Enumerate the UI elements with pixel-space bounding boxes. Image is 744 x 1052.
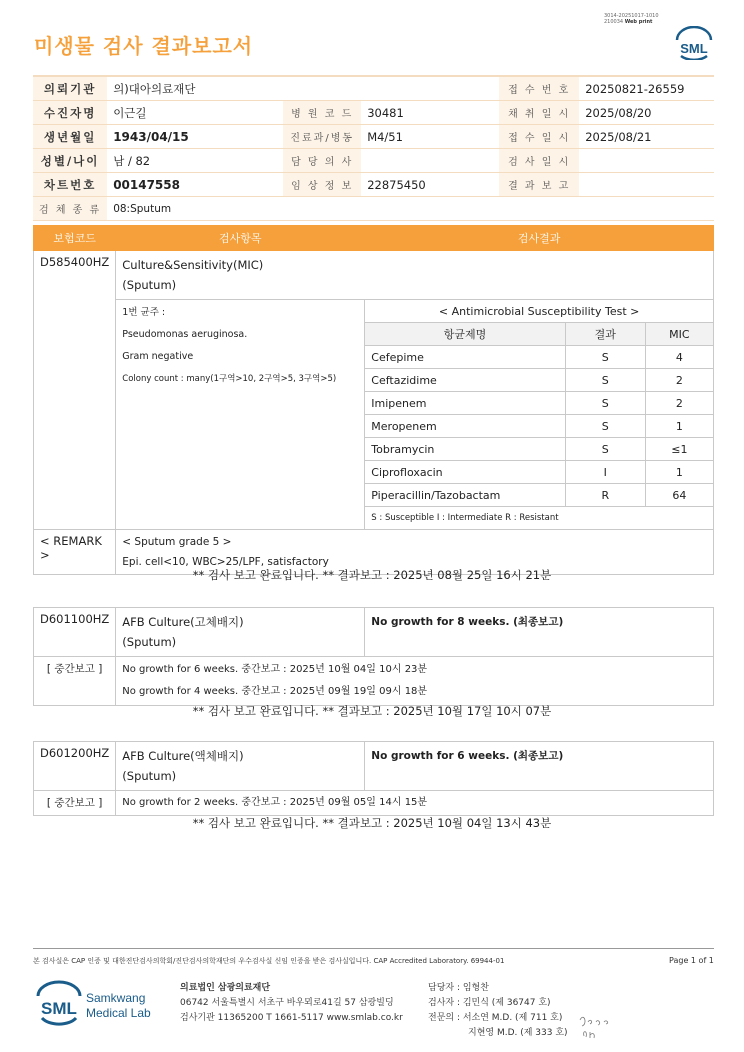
- label-patient-name: 수진자명: [33, 101, 107, 125]
- afb-solid-result: No growth for 8 weeks. (최종보고): [365, 608, 714, 657]
- mic-value: 64: [645, 484, 713, 507]
- samkwang-logo: [36, 980, 154, 1026]
- ast-row: [365, 346, 713, 369]
- ast-header-antibiotic: 항균제명: [365, 323, 565, 346]
- afb-liquid-table: [33, 741, 714, 816]
- afb-liquid-interim-label: [ 중간보고 ]: [34, 791, 116, 816]
- header-test-item: 검사항목: [116, 226, 365, 251]
- cert-notice: 본 검사실은 CAP 인증 및 대한진단검사의학회/진단검사의학재단의 우수검사실 신임 인증을 받은 검사실입니다. CAP Accredited Laboratory. 69944-01: [33, 957, 505, 965]
- svg-text:SML: SML: [680, 41, 708, 56]
- staff-manager: 담당자 : 임형찬: [428, 983, 489, 993]
- value-patient-name: 이근길: [107, 101, 283, 125]
- culture-result-table: [33, 225, 714, 575]
- patient-info-table: [33, 75, 714, 221]
- value-chart-no: 00147558: [107, 173, 283, 197]
- organism-label: 1번 균주 :: [122, 307, 166, 318]
- svg-text:Samkwang: Samkwang: [86, 991, 146, 1005]
- afb-solid-table: [33, 607, 714, 706]
- label-sex-age: 성별/나이: [33, 149, 107, 173]
- test-specimen: (Sputum): [122, 278, 177, 292]
- test-code: D585400HZ: [34, 251, 116, 530]
- label-requester: 의뢰기관: [33, 76, 107, 101]
- label-receipt-date: 접 수 일 시: [499, 125, 579, 149]
- staff-tester: 검사자 : 김민식 (제 36747 호): [428, 998, 551, 1008]
- mic-value: 4: [645, 346, 713, 369]
- footer-divider: [33, 948, 714, 949]
- label-physician: 담 당 의 사: [283, 149, 361, 173]
- report-title: 미생물 검사 결과보고서: [34, 34, 254, 58]
- ast-legend: S : Susceptible I : Intermediate R : Resistant: [365, 507, 713, 530]
- value-test-date: [579, 149, 714, 173]
- ast-title: < Antimicrobial Susceptibility Test >: [365, 300, 713, 323]
- label-clinical-info: 임 상 정 보: [283, 173, 361, 197]
- afb-solid-specimen: (Sputum): [122, 635, 177, 649]
- afb-solid-interim-label: [ 중간보고 ]: [34, 657, 116, 706]
- mic-value: ≤1: [645, 438, 713, 461]
- ast-header-result: 결과: [565, 323, 645, 346]
- staff-specialist-1: 전문의 : 서소연 M.D. (제 711 호): [428, 1013, 563, 1023]
- susceptibility: I: [565, 461, 645, 484]
- value-result-report: [579, 173, 714, 197]
- organism-name: Pseudomonas aeruginosa.: [122, 329, 248, 340]
- value-clinical-info: 22875450: [361, 173, 499, 197]
- susceptibility: S: [565, 415, 645, 438]
- antibiotic-name: Tobramycin: [365, 438, 565, 461]
- susceptibility: S: [565, 392, 645, 415]
- ast-row: [365, 415, 713, 438]
- lab-contact: 검사기관 11365200 T 1661-5117 www.smlab.co.kr: [180, 1013, 403, 1023]
- antibiotic-name: Meropenem: [365, 415, 565, 438]
- ast-table: [365, 300, 713, 529]
- svg-text:Medical Lab: Medical Lab: [86, 1006, 151, 1020]
- header-test-result: 검사결과: [365, 226, 714, 251]
- ast-row: [365, 392, 713, 415]
- value-collection-date: 2025/08/20: [579, 101, 714, 125]
- label-receipt-no: 접 수 번 호: [499, 76, 579, 101]
- afb-solid-interim-2: No growth for 4 weeks. 중간보고 : 2025년 09월 19일 09시 18분: [122, 686, 428, 697]
- label-specimen-type: 검 체 종 류: [33, 197, 107, 221]
- afb-liquid-item: AFB Culture(액체배지): [122, 749, 244, 763]
- lab-org-name: 의료법인 삼광의료재단: [180, 983, 271, 993]
- staff-specialist-2: 지현영 M.D. (제 333 호): [468, 1028, 568, 1038]
- antibiotic-name: Imipenem: [365, 392, 565, 415]
- label-result-report: 결 과 보 고: [499, 173, 579, 197]
- ast-row: [365, 484, 713, 507]
- remark-detail: Epi. cell<10, WBC>25/LPF, satisfactory: [122, 556, 329, 568]
- ast-header-mic: MIC: [645, 323, 713, 346]
- label-birth-date: 생년월일: [33, 125, 107, 149]
- page-number: Page 1 of 1: [669, 956, 714, 965]
- susceptibility: S: [565, 346, 645, 369]
- ast-row: [365, 461, 713, 484]
- susceptibility: S: [565, 369, 645, 392]
- label-hospital-code: 병 원 코 드: [283, 101, 361, 125]
- value-hospital-code: 30481: [361, 101, 499, 125]
- svg-text:SML: SML: [41, 999, 77, 1018]
- lab-address: 06742 서울특별시 서초구 바우뫼로41길 57 삼광빌딩: [180, 998, 394, 1008]
- document-id: 3014-20251017-1010 210034 Web print: [604, 13, 659, 25]
- ast-row: [365, 369, 713, 392]
- value-department: M4/51: [361, 125, 499, 149]
- staff-block: [428, 981, 568, 1041]
- afb-liquid-interim-1: No growth for 2 weeks. 중간보고 : 2025년 09월 05일 14시 15분: [122, 797, 428, 808]
- antibiotic-name: Ciprofloxacin: [365, 461, 565, 484]
- susceptibility: R: [565, 484, 645, 507]
- afb-liquid-code: D601200HZ: [34, 742, 116, 791]
- test-item-name: Culture&Sensitivity(MIC): [122, 258, 264, 272]
- antibiotic-name: Piperacillin/Tazobactam: [365, 484, 565, 507]
- mic-value: 2: [645, 392, 713, 415]
- signature: [576, 1010, 616, 1040]
- report-complete-1: ** 검사 보고 완료입니다. ** 결과보고 : 2025년 08월 25일 16시 21분: [192, 568, 552, 582]
- mic-value: 2: [645, 369, 713, 392]
- afb-liquid-result: No growth for 6 weeks. (최종보고): [365, 742, 714, 791]
- afb-solid-item: AFB Culture(고체배지): [122, 615, 244, 629]
- value-birth-date: 1943/04/15: [107, 125, 283, 149]
- mic-value: 1: [645, 415, 713, 438]
- value-specimen-type: 08:Sputum: [107, 197, 283, 221]
- value-receipt-no: 20250821-26559: [579, 76, 714, 101]
- mic-value: 1: [645, 461, 713, 484]
- antibiotic-name: Ceftazidime: [365, 369, 565, 392]
- ast-row: [365, 438, 713, 461]
- label-test-date: 검 사 일 시: [499, 149, 579, 173]
- remark-grade: < Sputum grade 5 >: [122, 536, 232, 548]
- susceptibility: S: [565, 438, 645, 461]
- label-department: 진료과/병동: [283, 125, 361, 149]
- report-complete-3: ** 검사 보고 완료입니다. ** 결과보고 : 2025년 10월 04일 13시 43분: [192, 816, 552, 830]
- label-collection-date: 채 취 일 시: [499, 101, 579, 125]
- gram-stain: Gram negative: [122, 351, 194, 362]
- antibiotic-name: Cefepime: [365, 346, 565, 369]
- report-complete-2: ** 검사 보고 완료입니다. ** 결과보고 : 2025년 10월 17일 10시 07분: [192, 704, 552, 718]
- colony-count: Colony count : many(1구역>10, 2구역>5, 3구역>5): [122, 374, 337, 384]
- afb-solid-code: D601100HZ: [34, 608, 116, 657]
- label-chart-no: 차트번호: [33, 173, 107, 197]
- afb-liquid-specimen: (Sputum): [122, 769, 177, 783]
- afb-solid-interim-1: No growth for 6 weeks. 중간보고 : 2025년 10월 04일 10시 23분: [122, 664, 428, 675]
- lab-address-block: [180, 981, 403, 1026]
- value-requester: 의)대아의료재단: [107, 76, 283, 101]
- value-receipt-date: 2025/08/21: [579, 125, 714, 149]
- remark-label: < REMARK >: [34, 530, 116, 575]
- value-sex-age: 남 / 82: [107, 149, 283, 173]
- value-physician: [361, 149, 499, 173]
- sml-logo: [673, 26, 715, 60]
- header-insurance-code: 보험코드: [34, 226, 116, 251]
